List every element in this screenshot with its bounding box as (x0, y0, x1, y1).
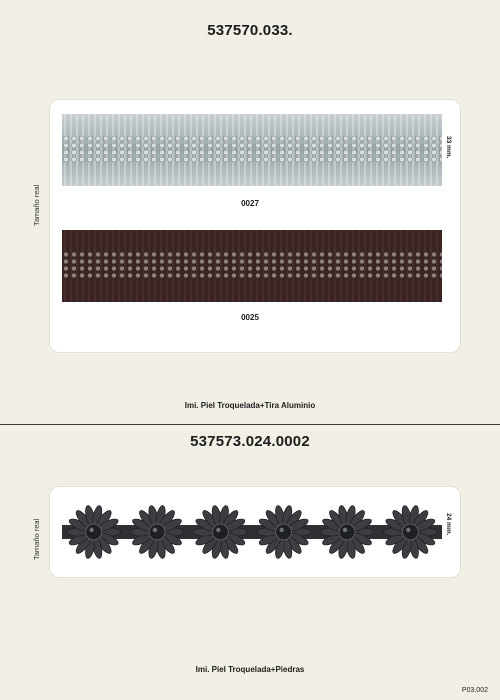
flower-motif (257, 505, 311, 559)
caption-2: Imi. Piel Troquelada+Piedras (195, 665, 305, 674)
trim-swatch-flowers (62, 501, 442, 563)
swatch-panel-2 (50, 487, 460, 577)
swatch-panel-1 (50, 100, 460, 352)
section-divider (0, 424, 500, 425)
flower-motif (320, 505, 374, 559)
page-number: P03.002 (461, 687, 488, 694)
flower-motif (67, 505, 121, 559)
flower-motif (130, 505, 184, 559)
side-label-real-size-2: Tamaño real (32, 518, 41, 560)
product-code-2: 537573.024.0002 (190, 433, 310, 450)
trim-swatch-silver (62, 114, 442, 186)
swatch-code-0027: 0027 (241, 199, 259, 208)
flower-motif (383, 505, 437, 559)
caption-1: Imi. Piel Troquelada+Tira Aluminio (184, 401, 316, 410)
dimension-label-2: 24 mm. (445, 513, 452, 536)
side-label-real-size-1: Tamaño real (32, 184, 41, 226)
trim-swatch-brown (62, 230, 442, 302)
swatch-code-0025: 0025 (241, 313, 259, 322)
dimension-label-1: 33 mm. (445, 136, 452, 159)
flower-motif (193, 505, 247, 559)
product-code-1: 537570.033. (207, 22, 293, 39)
